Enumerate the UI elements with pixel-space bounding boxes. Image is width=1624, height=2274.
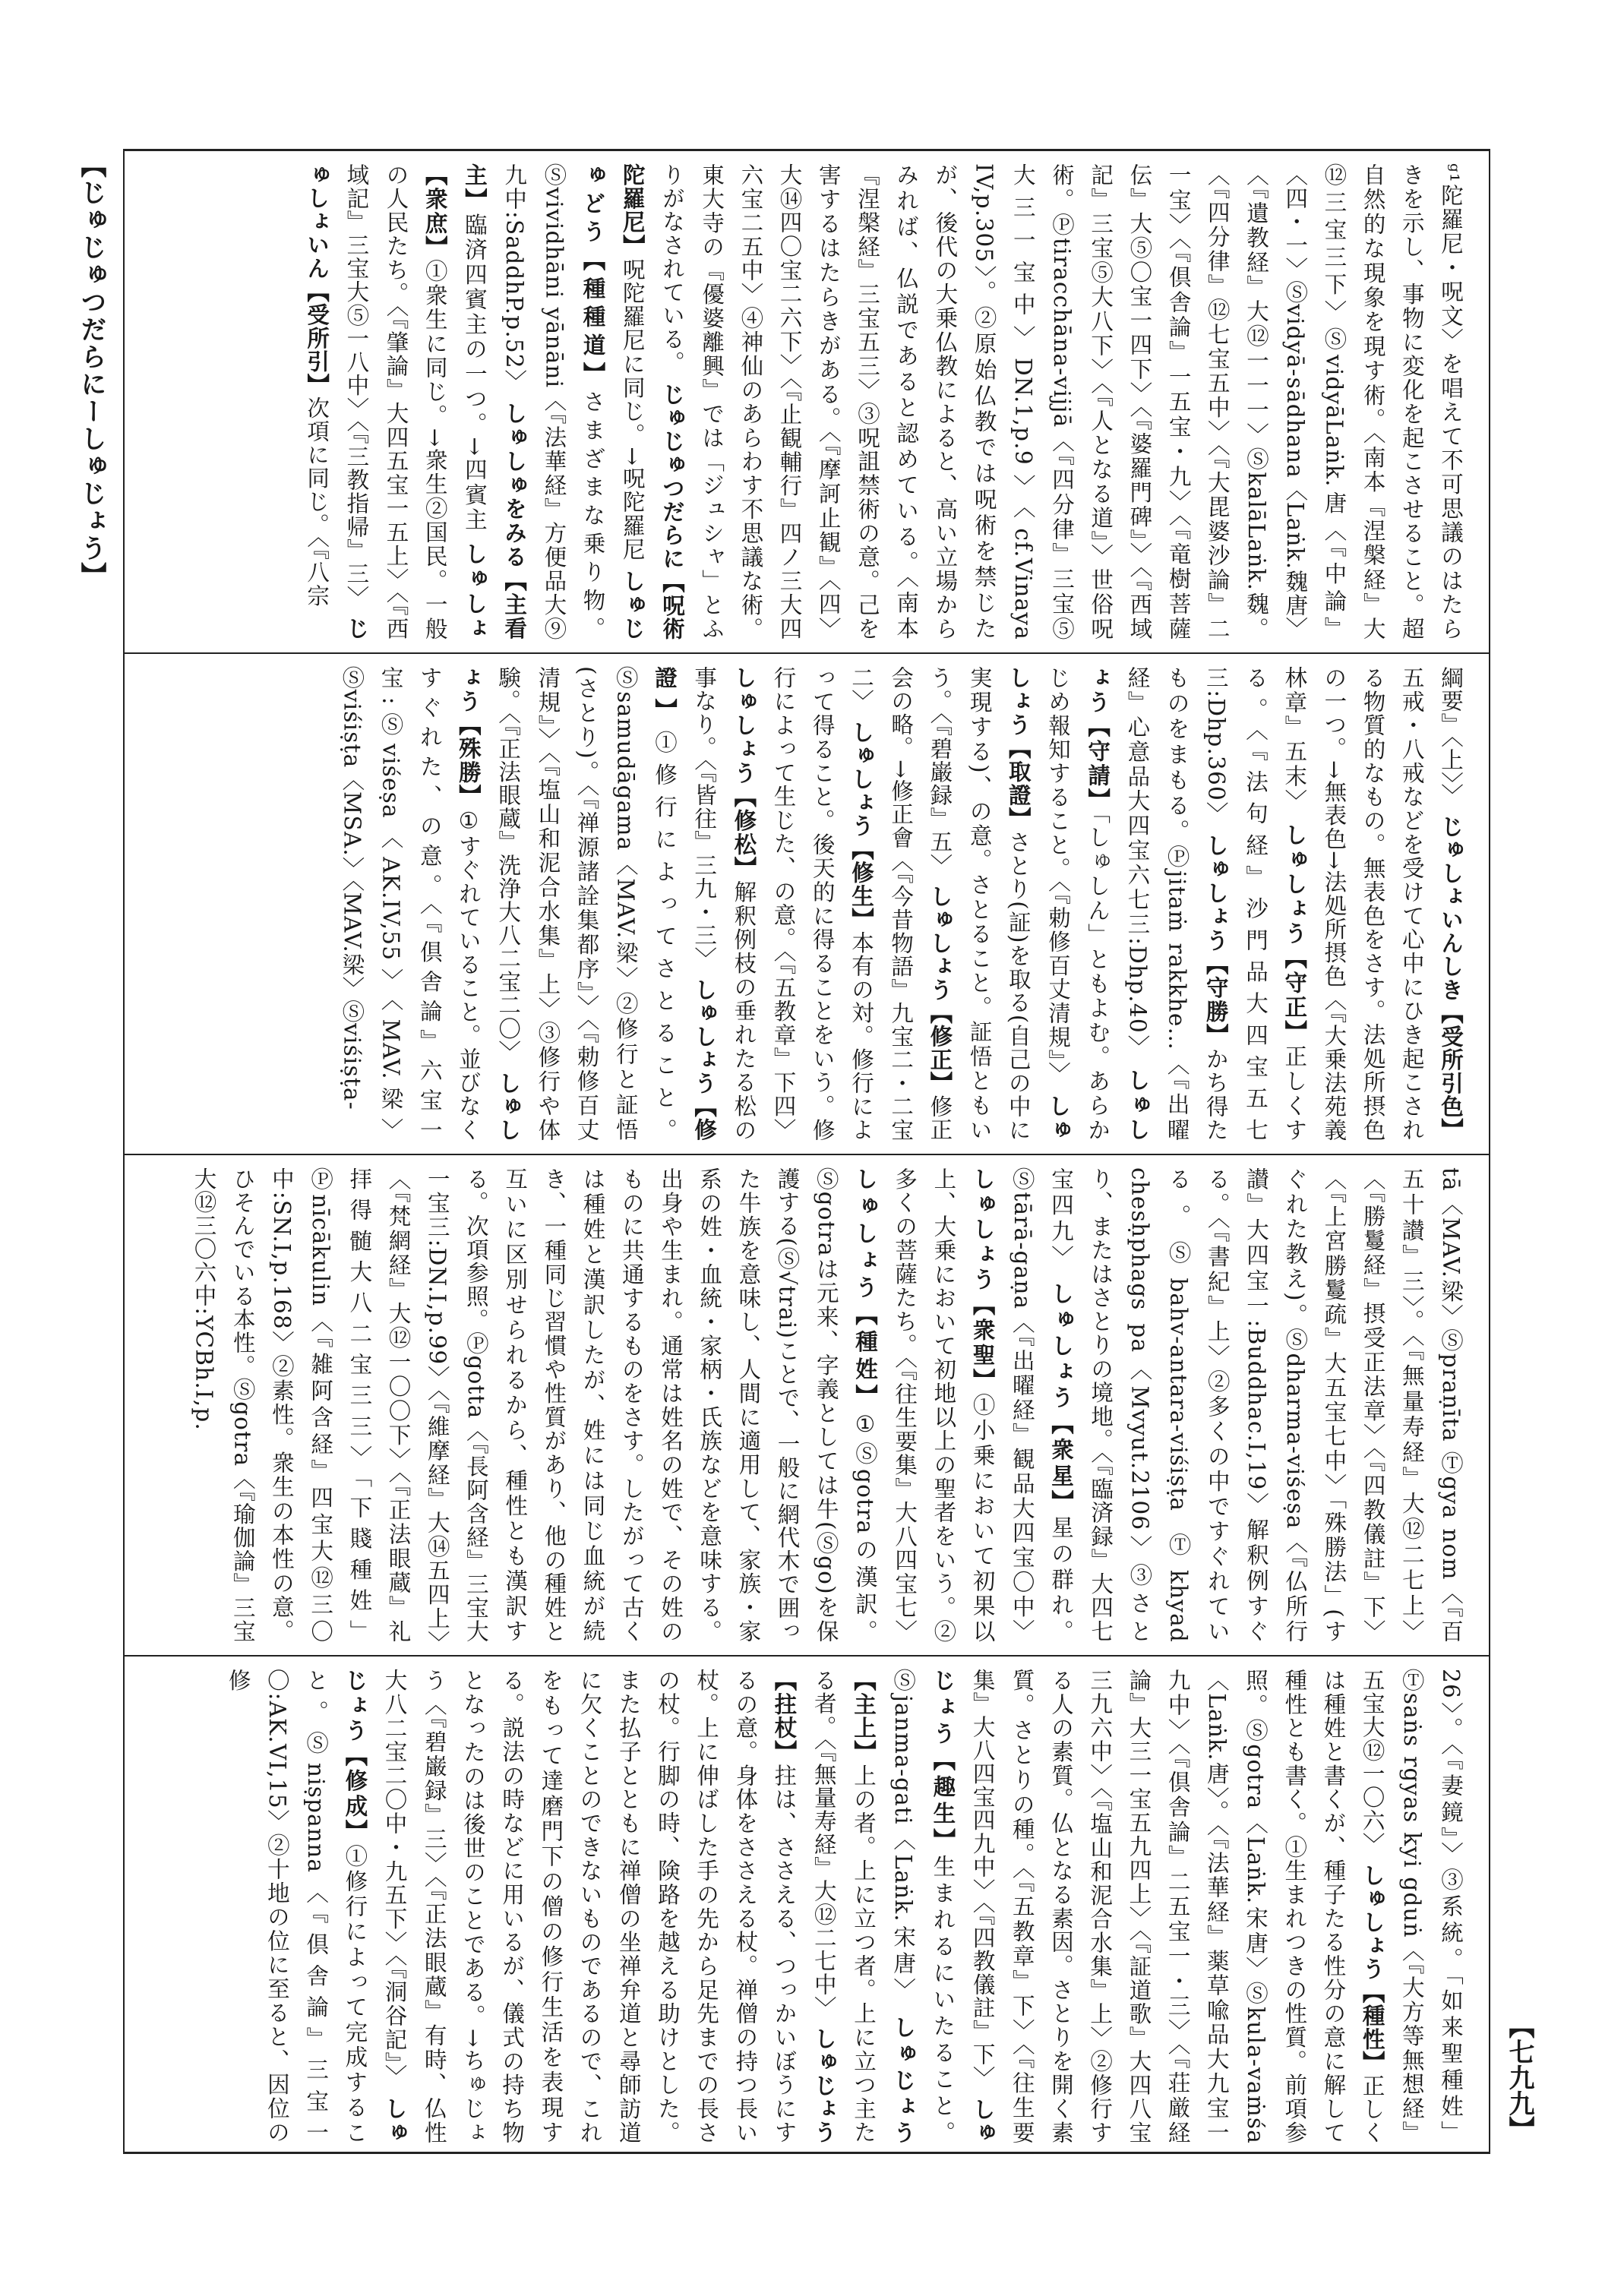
entry-headword: しゅじょう【拄杖】 — [771, 1669, 838, 2144]
entry-body: 「しゅしん」ともよむ。あらかじめ報知すること。〈『勅修百丈清規』〉 — [1044, 666, 1111, 1142]
entry-body: 生まれるにいたること。Ⓢjanma-gati〈Laṅk.宋唐〉 — [890, 1669, 956, 2144]
entry-body: 次項に同じ。〈『八宗 — [304, 396, 330, 608]
entry-headword: しゅじょう【主上】 — [850, 1669, 918, 2144]
entry-body: さとり(証)を取る(自己の中に実現する)、の意。さとること。証悟ともいう。〈『碧巌録』五〉 — [927, 666, 1032, 1142]
entry-body: ᵍ¹陀羅尼・呪文〉を唱えて不可思議のはたらきを示し、事物に変化を起こさせること。超自然的な現象を現す術。〈南本『涅槃経』大⑫三宝三下〉ⓈvidyāLaṅk.唐〈『中論』〈四・一〉Ⓢvidyā-sādhana〈Laṅk.魏唐〉〈『遺教経』大⑫一一一〉ⓈkalāLaṅk.魏。〈『四分律』⑫七宝五中〉〈『大毘婆沙論』二一宝〉〈『倶舎論』一五宝・九〉〈『竜樹菩薩伝』大⑤〇宝一四下〉〈『婆羅門碑』〉〈『西域記』三宝⑤大八下〉〈『人となる道』〉世俗呪術。Ⓟtiracchāna-vijjā〈『四分律』三宝⑤大三一宝中〉DN.1,p.9〉〈cf.Vinaya IV,p.305〉。②原始仏教では呪術を禁じたが、後代の大乗仏教によると、高い立場からみれば、仏説であると認めている。〈南本『涅槃経』三宝五三〉③呪詛禁術の意。己を害するはたらきがある。〈『摩訶止観』〈四〉大⑭四〇宝二六下〉〈『止観輔行』四ノ三大四六宝二五中〉④神仙のあらわす不思議な術。東大寺の『優婆離興』では「ジュシャ」とふりがなされている。 — [659, 163, 1464, 640]
entry-headword: じゅしょいん【受所引】 — [304, 163, 371, 640]
entry-body: かち得たものをまもる。Ⓟjitaṁ rakkhe…〈『出曜経』心意品大四宝六七三:Dhp.40〉 — [1124, 666, 1229, 1142]
entry-body: 拄は、ささえる、つっかいぼうにするの意。身体をささえる杖。禅僧の持つ長い杖。上に伸ばした手の先から足先までの長さの杖。行脚の時、険路を越える助けとした。また払子とともに禅僧の坐禅弁道と尋師訪道に欠くことのできないものであるので、これをもって達磨門下の僧の修行生活を表現する。説法の時などに用いるが、儀式の持ち物となったのは後世のことである。→ちゅじょう〈『碧巌録』三〉〈『正法眼蔵』有時、仏性大八二宝二〇中・九五下〉〈『洞谷記』〉 — [381, 1669, 798, 2144]
entry-headword: しゅしょう【衆聖】 — [969, 1167, 997, 1394]
entry — [659, 163, 1464, 640]
entry — [1281, 666, 1464, 1142]
entry-headword: じゅじゅつだらに【呪術陀羅尼】 — [619, 163, 686, 640]
entry-headword: しゅじょう【修成】 — [342, 1669, 409, 2144]
entry — [339, 666, 521, 1142]
entry-body: ①小乗において初果以上、大乗において初地以上の聖者をいう。②多くの菩薩たち。〈『往生要集』大八四宝七〉 — [892, 1167, 996, 1643]
entry — [1048, 1167, 1464, 1643]
entry-body: 解釈例枝の垂れたる松の事なり。〈『皆往』三九・三〉 — [691, 666, 757, 1142]
entry-headword: しゅしょう【修松】 — [731, 666, 758, 880]
entry-body: 本有の対。修行によって得ること。後天的に得ることをいう。修行によって生じた、の意。〈『五教章』下四〉 — [770, 666, 874, 1142]
entry-headword: しゅしょう【種姓】 — [851, 1167, 879, 1412]
entry-headword: しゅしょう【守正】 — [1281, 823, 1309, 1045]
entry-body: ①Ⓢgotraの漢訳。Ⓢgotraは元来、字義としては牛(Ⓢgo)を保護する(Ⓢ√trai)ことで、一般に網代木で囲った牛族を意味し、人間に適用して、家族・家系の姓・血統・家柄・氏族などを意味する。出身や生まれ。通常は姓名の姓で、その姓のものに共通するものをさす。したがって古くは種姓と漢訳したが、姓には同じ血統が続き、一種同じ習慣や性質があり、他の種姓と互いに区別せられるから、種性とも漢訳する。次項参照。Ⓟgotta〈『長阿含経』三宝大一宝三:DN.I,p.99〉〈『維摩経』大⑭五四上〉〈『梵網経』大⑫一〇〇下〉〈『正法眼蔵』礼拝得髄大八二宝三三〉「下賤種姓」Ⓟnīcākulin〈『雑阿含経』四宝大⑫三〇中:SN.I,p.168〉②素性。衆生の本性の意。ひそんでいる本性。Ⓢgotra〈『瑜伽論』三宝大⑫三〇六中:YCBh.I,p. — [191, 1167, 878, 1643]
page-number: 【七九九】 — [1504, 2013, 1534, 2142]
entry-body: 臨済四賓主の一つ。→四賓主 — [461, 213, 488, 533]
entry-body: ①修行によって完成すること。Ⓢniṣpanna〈『倶舎論』三宝一〇:AK.VI,15〉②十地の位に至ると、因位の修 — [225, 1669, 368, 2144]
entry-headword: しゅしょう【殊勝】 — [455, 666, 523, 1142]
entry-body: 26〉。〈『妻鏡』〉③系統。「如来聖種姓」Ⓣsaṅs rgyas kyi gduṅ〈『大方等無想経』五宝大⑫一〇六〉 — [1359, 1669, 1464, 2144]
entry-headword: しゅしょう【種性】 — [1359, 1863, 1386, 2074]
entry-body: 修正会の略。→修正會〈『今昔物語』九宝二・二宝二〉 — [848, 666, 953, 1142]
tier-4 — [125, 1655, 1489, 2156]
entry-headword: しゅじゅどう【種種道】 — [580, 163, 646, 640]
entry-headword: じゅしょいんしき【受所引色】 — [1438, 815, 1464, 1142]
running-header: 【じゅじゅつだらにーしゅじょう】 — [76, 152, 106, 589]
tier-3 — [125, 1154, 1489, 1655]
dictionary-page-frame — [123, 149, 1490, 2154]
entry-body: 正しくは種姓と書くが、種子たる性分の意に解して種性とも書く。①生まれつきの性質。前項参照。Ⓢgotra〈Laṅk.宋唐〉Ⓢkula-vaṁśa〈Laṅk.唐〉。〈『法華経』薬草喩品大九宝一九中〉〈『倶舎論』二五宝一・三〉〈『荘厳経論』大三一宝五九四上〉〈『証道歌』大四八宝三九六中〉〈『塩山和泥合水集』上〉②修行する人の素質。仏となる素因。さとりを開く素質。さとりの種。〈『五教章』下〉〈『往生要集』大八四宝四九中〉〈『四教儀註』下〉 — [969, 1669, 1385, 2144]
entry-headword: しゅしょう【取證】 — [1005, 666, 1072, 1142]
entry-headword: しゅしょう【衆星】 — [1047, 1281, 1075, 1516]
tier-text — [138, 163, 1471, 640]
entry-body: 綱要』〈上〉〉 — [1438, 666, 1464, 807]
entry — [226, 1669, 408, 2144]
tier-text — [138, 1669, 1471, 2144]
entry-body: tā〈MAV.梁〉Ⓢpraṇīta Ⓣgya nom〈『百五十讃』三〉。〈『無量寿経』大⑫二七上〉〈『勝鬘経』摂受正法章〉〈『四教儀註』下〉〈『上宮勝鬘疏』大五宝七中〉「殊勝法」(すぐれた教え)。Ⓢdharma-viśeṣa〈『仏所行讃』大四宝一:Buddhac.I,19〉解釈例すぐる。〈『書紀』上〉②多くの中ですぐれている。Ⓢbahv-antara-viśiṣṭa Ⓣkhyad chesḥphags pa〈Mvyut.2106〉③さとり、またはさとりの境地。〈『臨済録』大四七宝四九〉 — [1047, 1167, 1464, 1643]
entry — [382, 1669, 837, 2144]
entry-headword: しゅしょう【修證】 — [651, 666, 719, 1142]
entry — [191, 1167, 878, 1643]
entry-body: 呪陀羅尼に同じ。→呪陀羅尼 — [619, 257, 646, 562]
entry — [495, 666, 717, 1142]
entry-body: ①修行によってさとること。Ⓢsamudāgama〈MAV.梁〉②修行と証悟(さとり)。〈『禅源諸詮集都序』〉〈『勅修百丈清規』〉〈『塩山和泥合水集』上〉③修行や体験。〈『正法眼蔵』洗浄大八二宝二〇〉 — [495, 666, 678, 1142]
entry-body: 正しくする。〈『法句経』沙門品大四宝五七三:Dhp.360〉 — [1202, 666, 1308, 1142]
entry-headword: しゅしょう【修正】 — [927, 885, 954, 1095]
entry-headword: しゅしょう【守勝】 — [1202, 833, 1230, 1047]
tier-text — [138, 1167, 1471, 1643]
entry — [1438, 666, 1464, 807]
entry-body: ①衆生に同じ。→衆生②国民。一般の人民たち。〈『肇論』大四五宝一五上〉〈『西域記』三宝大⑤一八中〉〈『三教指帰』三〉 — [343, 163, 448, 640]
entry-body: 五戒・八戒などを受けて心中にひき起こされる物質的なもの。無表色をさす。法処所摂色の一つ。→無表色→法処所摂色〈『大乗法苑義林章』五末〉 — [1281, 666, 1425, 1142]
entry-headword: しゅしょう【修生】 — [848, 721, 875, 932]
entry — [771, 666, 874, 1142]
tier-1 — [125, 151, 1489, 652]
entry-headword: しゅしょ【衆庶】 — [422, 163, 488, 640]
tier-text — [138, 666, 1471, 1142]
entry-body: ①すぐれていること。並びなくすぐれた、の意。〈『倶舎論』六宝一宝:Ⓢviśeṣa〈AK.IV,55〉〈MAV.梁〉Ⓢviśiṣṭa〈MSA.〉〈MAV.梁〉Ⓢviśiṣṭa- — [339, 666, 482, 1142]
entry-body: さまざまな乗り物。Ⓢvividhāni yānāni〈『法華経』方便品大⑨九中:SaddhP.p.52〉 — [501, 163, 606, 640]
entry — [892, 1167, 995, 1643]
entry-headword: しゅじょう【趣生】 — [930, 1669, 997, 2144]
entry-body: 星の群れ。Ⓢtārā-gaṇa〈『出曜経』観品大四宝〇中〉 — [1009, 1167, 1074, 1643]
entry-headword: しゅしゅをみる【主看主】 — [461, 163, 529, 640]
entry-headword: しゅしょう【守請】 — [1085, 666, 1152, 1142]
entry — [970, 1669, 1385, 2144]
tier-2 — [125, 652, 1489, 1154]
entry-body: 上の者。上に立つ者。上に立つ主たる者。〈『無量寿経』大⑫二七中〉 — [810, 1669, 877, 2144]
